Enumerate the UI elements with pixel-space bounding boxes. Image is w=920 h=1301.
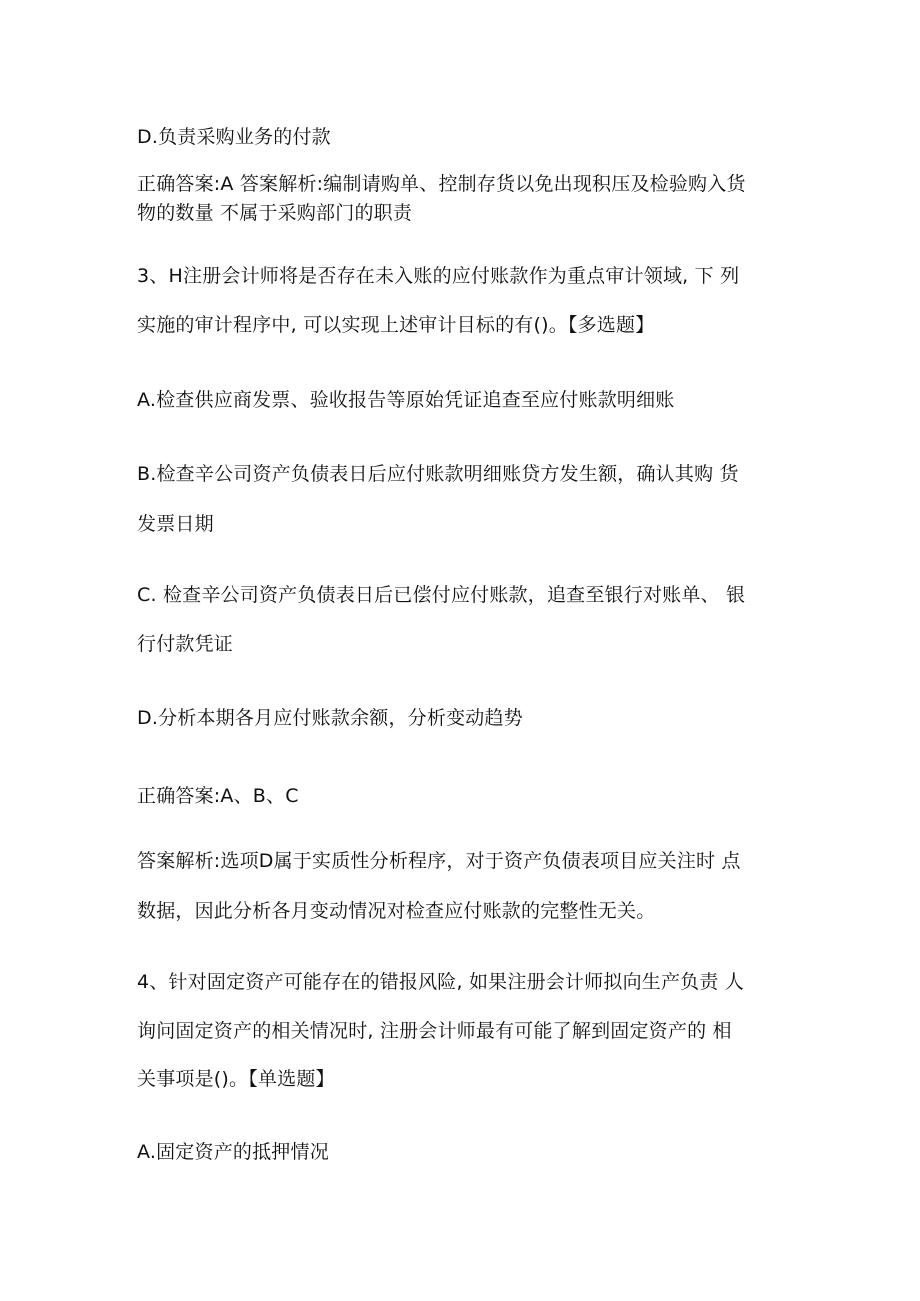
q3-option-d: D.分析本期各月应付账款余额，分析变动趋势 xyxy=(137,707,523,729)
q4-question-line-1: 4、针对固定资产可能存在的错报风险, 如果注册会计师拟向生产负责 人 xyxy=(137,971,745,993)
q3-question-line-1: 3、H注册会计师将是否存在未入账的应付账款作为重点审计领域, 下 列 xyxy=(137,265,740,287)
q4-question-line-3: 关事项是()。【单选题】 xyxy=(137,1068,335,1090)
q3-explanation-line-2: 数据，因此分析各月变动情况对检查应付账款的完整性无关。 xyxy=(137,900,656,922)
q4-option-a: A.固定资产的抵押情况 xyxy=(137,1141,329,1163)
q3-explanation-line-1: 答案解析:选项D属于实质性分析程序，对于资产负债表项目应关注时 点 xyxy=(137,850,741,872)
q3-question-line-2: 实施的审计程序中, 可以实现上述审计目标的有()。【多选题】 xyxy=(137,314,655,336)
q3-option-b-line-1: B.检查辛公司资产负债表日后应付账款明细账贷方发生额，确认其购 货 xyxy=(137,463,739,485)
q3-correct-answer: 正确答案:A、B、C xyxy=(137,785,299,807)
q3-option-b-line-2: 发票日期 xyxy=(137,513,214,535)
q3-option-a: A.检查供应商发票、验收报告等原始凭证追查至应付账款明细账 xyxy=(137,389,675,411)
q3-option-c-line-1: C. 检查辛公司资产负债表日后已偿付应付账款，追查至银行对账单、 银 xyxy=(137,584,746,606)
q2-answer-line-2: 物的数量 不属于采购部门的职责 xyxy=(137,202,413,224)
q4-question-line-2: 询问固定资产的相关情况时, 注册会计师最有可能了解到固定资产的 相 xyxy=(137,1020,732,1042)
q3-option-c-line-2: 行付款凭证 xyxy=(137,633,234,655)
q2-answer-line-1: 正确答案:A 答案解析:编制请购单、控制存货以免出现积压及检验购入货 xyxy=(137,173,746,195)
q2-option-d: D.负责采购业务的付款 xyxy=(137,126,331,148)
